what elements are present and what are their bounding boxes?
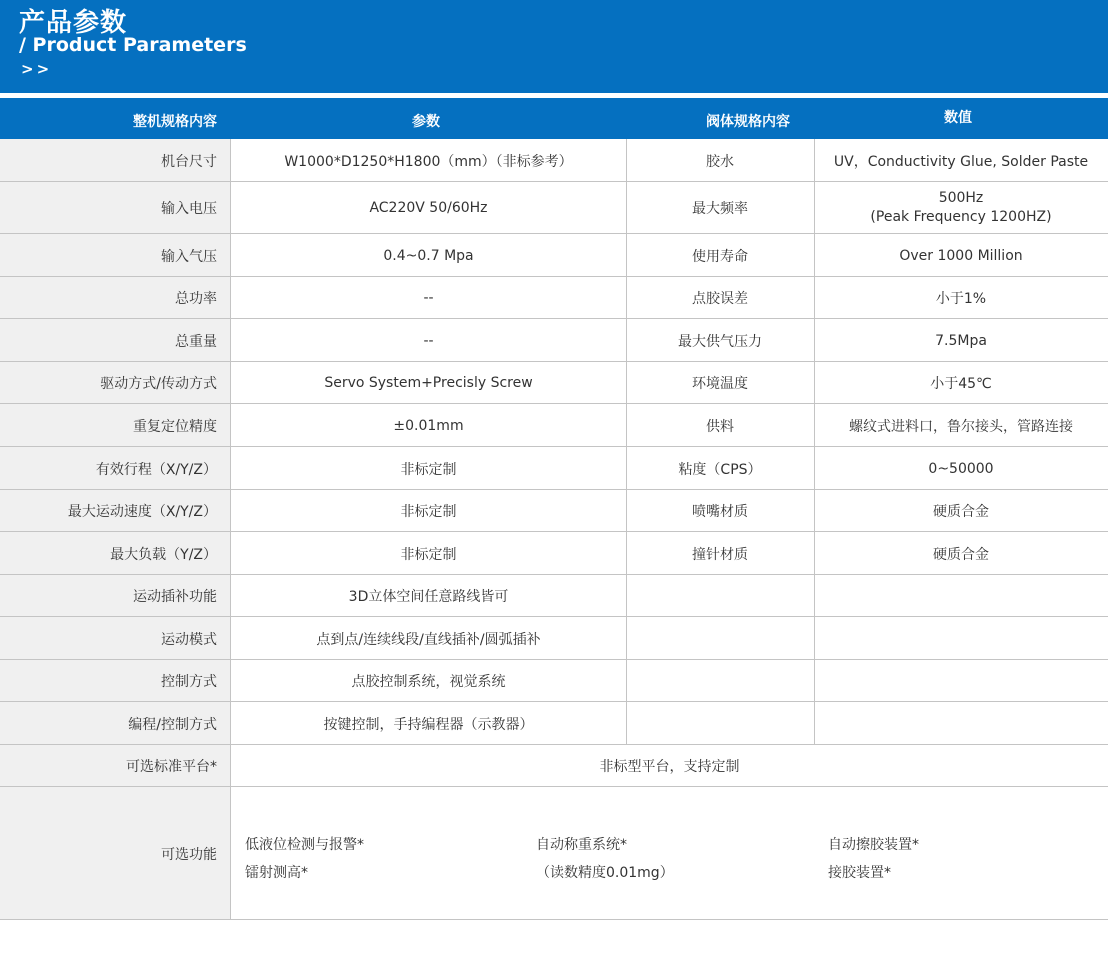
- valve-spec-label: 胶水: [706, 153, 734, 170]
- valve-spec-label: 供料: [706, 418, 734, 435]
- row-divider: [0, 744, 1108, 745]
- valve-spec-value: 小于45℃: [930, 376, 992, 392]
- row-divider: [0, 361, 1108, 362]
- header-value: 数值: [944, 110, 972, 126]
- valve-spec-value: 小于1%: [935, 291, 987, 307]
- machine-spec-label: 最大负载（Y/Z）: [0, 532, 231, 575]
- machine-spec-label: 驱动方式/传动方式: [0, 362, 231, 404]
- valve-spec-label: 使用寿命: [692, 248, 748, 265]
- machine-spec-value: 3D立体空间任意路线皆可: [348, 589, 509, 605]
- machine-spec-label: 输入气压: [0, 234, 231, 277]
- valve-spec-value: [814, 182, 1108, 234]
- valve-spec-label: 撞针材质: [692, 546, 748, 563]
- valve-spec-value: 螺纹式进料口，鲁尔接头，管路连接: [849, 418, 1073, 435]
- machine-spec-value: 按键控制，手持编程器（示教器）: [323, 716, 534, 733]
- row-divider: [0, 233, 1108, 234]
- machine-spec-value: 非标定制: [400, 461, 457, 478]
- valve-spec-value-line2: (Peak Frequency 1200HZ): [870, 209, 1052, 225]
- row-divider: [0, 489, 1108, 490]
- valve-spec-label: 最大频率: [692, 201, 748, 217]
- row-divider: [0, 659, 1108, 660]
- optional-function-item: 自动称重系统*: [536, 837, 627, 853]
- machine-spec-label: 编程/控制方式: [0, 702, 231, 745]
- row-divider: [0, 318, 1108, 319]
- optional-functions-label: 可选功能: [0, 787, 231, 920]
- row-divider: [0, 616, 1108, 617]
- machine-spec-label: 运动模式: [0, 617, 231, 660]
- machine-spec-label: 重复定位精度: [0, 404, 231, 447]
- platform-value: 非标型平台，支持定制: [599, 759, 740, 775]
- valve-spec-label: 点胶误差: [692, 291, 748, 307]
- row-divider: [0, 403, 1108, 404]
- row-divider: [0, 531, 1108, 532]
- row-divider: [0, 181, 1108, 182]
- machine-spec-label: 输入电压: [0, 182, 231, 234]
- column-divider: [814, 139, 815, 745]
- valve-spec-label: 环境温度: [692, 376, 748, 392]
- row-divider: [0, 786, 1108, 787]
- machine-spec-value: ±0.01mm: [393, 417, 464, 434]
- optional-function-item: 接胶装置*: [828, 865, 891, 881]
- valve-spec-label: 最大供气压力: [678, 333, 762, 350]
- valve-spec-label: 粘度（CPS）: [678, 461, 762, 478]
- machine-spec-value: 非标定制: [400, 504, 457, 520]
- valve-spec-value: 硬质合金: [933, 504, 989, 520]
- valve-spec-value: 硬质合金: [933, 546, 989, 563]
- optional-function-item: 自动擦胶装置*: [828, 837, 919, 853]
- machine-spec-label: 最大运动速度（X/Y/Z）: [0, 490, 231, 532]
- banner-title-cn: 产品参数: [19, 8, 128, 38]
- machine-spec-value: --: [423, 332, 434, 349]
- optional-function-item: 镭射测高*: [245, 865, 308, 881]
- machine-spec-value: --: [423, 290, 434, 306]
- machine-spec-label: 有效行程（X/Y/Z）: [0, 447, 231, 490]
- machine-spec-value: W1000*D1250*H1800（mm）（非标参考）: [284, 153, 573, 170]
- valve-spec-value: Over 1000 Million: [899, 247, 1023, 264]
- row-divider: [0, 701, 1108, 702]
- machine-spec-label: 运动插补功能: [0, 575, 231, 617]
- header-valve-spec: 阀体规格内容: [706, 114, 790, 130]
- machine-spec-value: AC220V 50/60Hz: [369, 200, 488, 216]
- row-divider: [0, 446, 1108, 447]
- machine-spec-value: 非标定制: [400, 546, 457, 563]
- machine-spec-value: 点胶控制系统，视觉系统: [351, 674, 506, 690]
- column-divider: [230, 139, 231, 920]
- platform-label: 可选标准平台*: [0, 745, 231, 787]
- valve-spec-value: UV，Conductivity Glue, Solder Paste: [833, 153, 1089, 170]
- banner-title-en: / Product Parameters: [19, 34, 247, 56]
- optional-function-item: 低液位检测与报警*: [245, 837, 364, 853]
- machine-spec-value: Servo System+Precisly Screw: [324, 375, 533, 391]
- valve-spec-label: 喷嘴材质: [692, 504, 748, 520]
- banner-arrows: >>: [21, 60, 53, 78]
- valve-spec-value-line1: 500Hz: [938, 190, 984, 206]
- row-divider: [0, 276, 1108, 277]
- valve-spec-value: 0~50000: [928, 460, 994, 477]
- machine-spec-label: 总功率: [0, 277, 231, 319]
- optional-function-item: （读数精度0.01mg）: [536, 865, 674, 881]
- valve-spec-value: 7.5Mpa: [935, 332, 987, 349]
- header-parameter: 参数: [412, 114, 440, 130]
- table-header: [0, 98, 1108, 139]
- column-divider: [626, 139, 627, 745]
- row-divider: [0, 574, 1108, 575]
- machine-spec-label: 控制方式: [0, 660, 231, 702]
- machine-spec-value: 0.4~0.7 Mpa: [383, 247, 474, 264]
- machine-spec-value: 点到点/连续线段/直线插补/圆弧插补: [316, 631, 541, 648]
- machine-spec-label: 总重量: [0, 319, 231, 362]
- header-machine-spec: 整机规格内容: [133, 114, 217, 130]
- page-banner: [0, 0, 1108, 93]
- row-divider: [0, 919, 1108, 920]
- machine-spec-label: 机台尺寸: [0, 139, 231, 182]
